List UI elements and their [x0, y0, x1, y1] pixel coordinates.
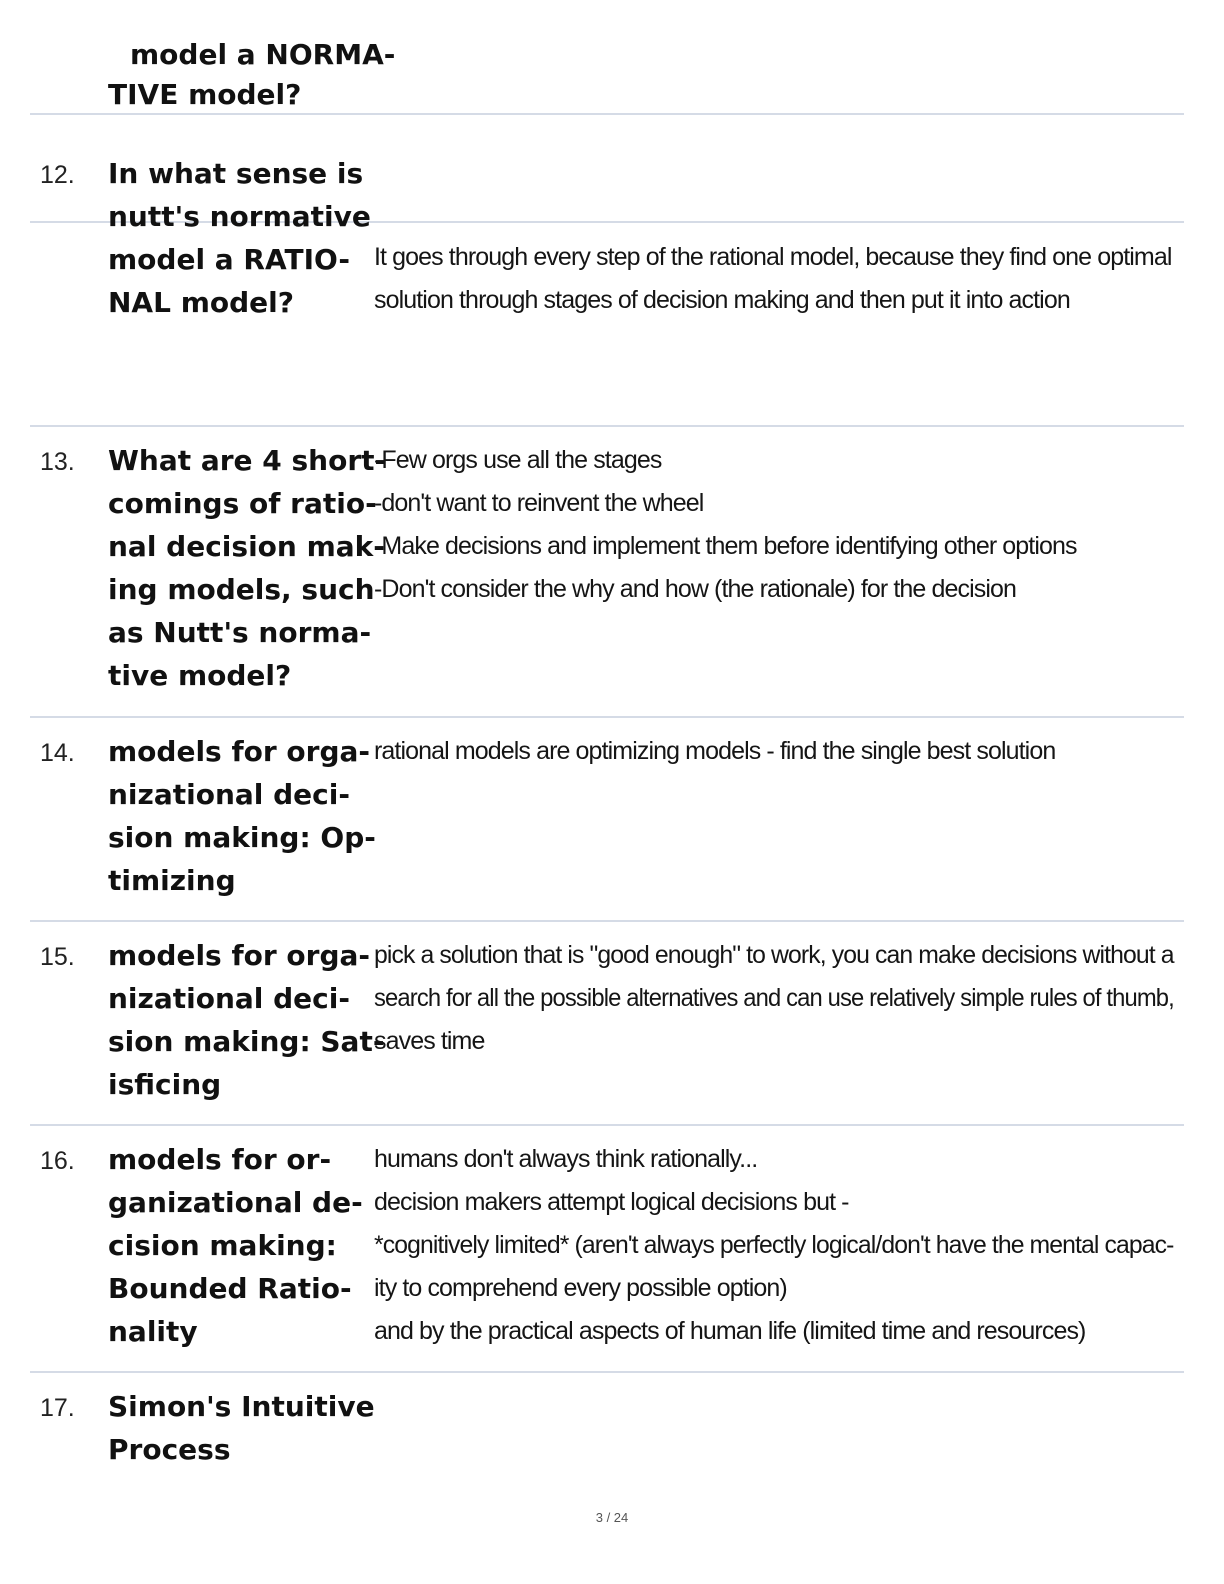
card-number: 15.	[40, 943, 75, 971]
question-text	[108, 1138, 368, 1353]
answer-line: search for all the possible alternatives and can use relatively simple rules of thumb,	[374, 984, 1174, 1012]
question-line: model a RATIO-	[108, 243, 350, 276]
question-line: as Nutt's norma-	[108, 616, 372, 649]
question-line: sion making: Sat-	[108, 1025, 385, 1058]
answer-line: -Few orgs use all the stages	[374, 446, 662, 474]
card-number: 16.	[40, 1147, 75, 1175]
answer-text	[374, 439, 1174, 611]
card-number: 12.	[40, 161, 75, 189]
question-text	[108, 439, 387, 697]
card-divider	[30, 1371, 1184, 1373]
question-line: Simon's Intuitive	[108, 1390, 375, 1423]
question-line: models for orga-	[108, 939, 371, 972]
card-divider	[30, 920, 1184, 922]
card-number: 13.	[40, 448, 75, 476]
answer-line: pick a solution that is "good enough" to work, you can make decisions without a	[374, 941, 1174, 969]
question-line: NAL model?	[108, 286, 294, 319]
question-line: sion making: Op-	[108, 821, 376, 854]
answer-line: solution through stages of decision making and then put it into action	[374, 286, 1070, 314]
question-line: In what sense is	[108, 157, 364, 190]
question-text	[108, 934, 385, 1106]
question-line: TIVE model?	[108, 78, 302, 111]
question-text	[108, 730, 376, 902]
question-line: Bounded Ratio-	[108, 1272, 352, 1305]
question-line: ganizational de-	[108, 1186, 363, 1219]
answer-text	[374, 236, 1174, 322]
question-line: nality	[108, 1315, 198, 1348]
question-line: ing models, such	[108, 573, 375, 606]
question-line: model a NORMA-	[130, 38, 396, 71]
question-line: nal decision mak-	[108, 530, 385, 563]
question-line: models for or-	[108, 1143, 332, 1176]
answer-line: ity to comprehend every possible option)	[374, 1274, 787, 1302]
question-text	[108, 152, 371, 324]
answer-line: *cognitively limited* (aren't always perfectly logical/don't have the mental capac-	[374, 1231, 1174, 1259]
answer-line: It goes through every step of the rational model, because they find one optimal	[374, 243, 1172, 271]
question-line: cision making:	[108, 1229, 337, 1262]
answer-text	[374, 1138, 1174, 1353]
answer-text	[374, 730, 1174, 773]
card-divider	[30, 425, 1184, 427]
question-line: timizing	[108, 864, 236, 897]
question-line: comings of ratio-	[108, 487, 377, 520]
card-divider	[30, 716, 1184, 718]
answer-line: humans don't always think rationally...	[374, 1145, 758, 1173]
question-line: What are 4 short-	[108, 444, 387, 477]
card-number: 14.	[40, 739, 75, 767]
answer-line: and by the practical aspects of human life (limited time and resources)	[374, 1317, 1086, 1345]
answer-text	[374, 934, 1174, 1063]
question-line: nutt's normative	[108, 200, 371, 233]
answer-line: rational models are optimizing models - find the single best solution	[374, 737, 1056, 765]
question-line: tive model?	[108, 659, 292, 692]
answer-line: -don't want to reinvent the wheel	[374, 489, 704, 517]
question-line: models for orga-	[108, 735, 371, 768]
question-line: isficing	[108, 1068, 222, 1101]
question-line: nizational deci-	[108, 982, 350, 1015]
question-line: Process	[108, 1433, 231, 1466]
card-number: 17.	[40, 1394, 75, 1422]
page-indicator: 3 / 24	[595, 1510, 629, 1525]
question-text	[108, 33, 396, 116]
answer-line: saves time	[374, 1027, 485, 1055]
card-divider	[30, 1124, 1184, 1126]
answer-line: -Make decisions and implement them before identifying other options	[374, 532, 1077, 560]
question-text	[108, 1385, 375, 1471]
question-line: nizational deci-	[108, 778, 350, 811]
answer-line: -Don't consider the why and how (the rationale) for the decision	[374, 575, 1016, 603]
answer-line: decision makers attempt logical decisions but -	[374, 1188, 849, 1216]
